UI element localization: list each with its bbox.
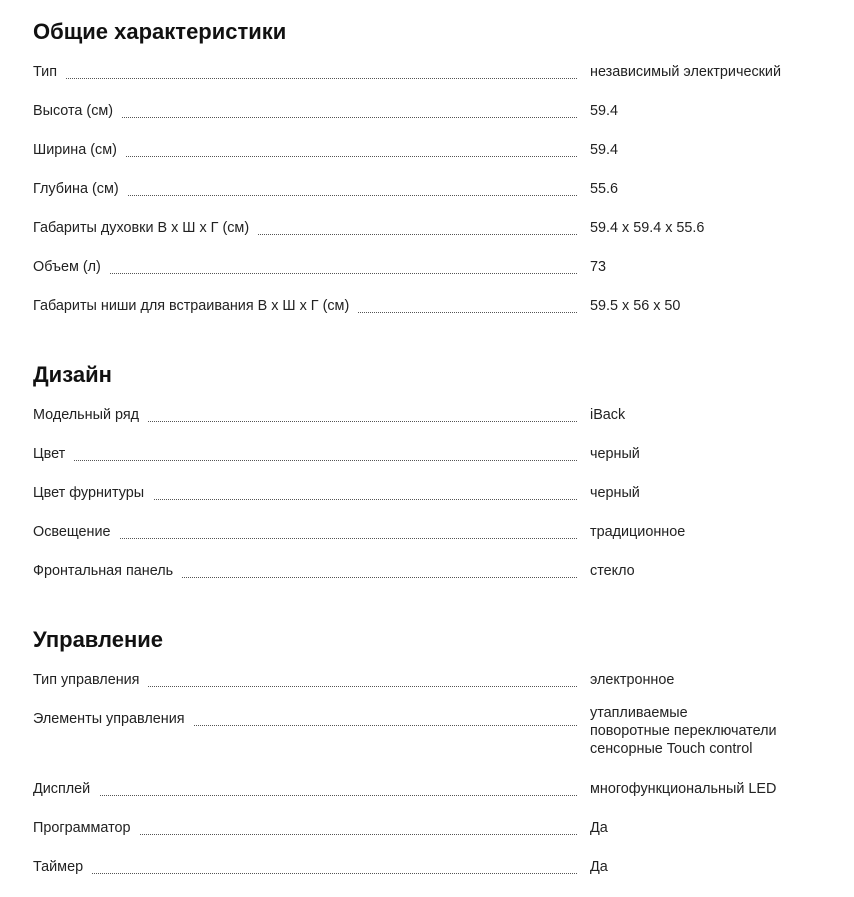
spec-row-width [33, 141, 823, 161]
spec-row-model-line [33, 406, 823, 426]
spec-value-line: утапливаемые [590, 705, 688, 721]
spec-value: стекло [590, 563, 635, 579]
section-title-general: Общие характеристики [33, 19, 287, 44]
spec-row-oven-dimensions [33, 219, 823, 239]
spec-row-programmer [33, 819, 823, 839]
spec-value: Да [590, 859, 608, 875]
spec-label: Таймер [33, 858, 92, 876]
spec-value-line: поворотные переключатели [590, 723, 777, 739]
spec-label: Дисплей [33, 780, 99, 798]
spec-row-front-panel [33, 562, 823, 582]
spec-row-display [33, 780, 823, 800]
spec-label: Фронтальная панель [33, 562, 182, 580]
spec-value: черный [590, 485, 640, 501]
section-title-design: Дизайн [33, 362, 112, 387]
spec-value: iBack [590, 407, 626, 423]
spec-value: Да [590, 820, 608, 836]
spec-label: Тип [33, 63, 66, 81]
spec-label: Габариты ниши для встраивания В х Ш х Г (см) [33, 297, 358, 315]
spec-value-line: сенсорные Touch control [590, 741, 753, 757]
spec-label: Объем (л) [33, 258, 110, 276]
spec-row-color [33, 445, 823, 465]
spec-row-volume [33, 258, 823, 278]
spec-value: 59.4 [590, 142, 619, 158]
spec-row-height [33, 102, 823, 122]
spec-label: Цвет [33, 445, 74, 463]
spec-label: Ширина (см) [33, 141, 126, 159]
spec-row-fittings-color [33, 484, 823, 504]
spec-row-niche-dimensions [33, 297, 823, 317]
spec-value: 59.5 х 56 х 50 [590, 298, 681, 314]
spec-label: Освещение [33, 523, 120, 541]
spec-label: Цвет фурнитуры [33, 484, 153, 502]
dotted-leader [33, 78, 577, 79]
dotted-leader [33, 460, 577, 461]
spec-label: Программатор [33, 819, 140, 837]
spec-row-lighting [33, 523, 823, 543]
spec-value: электронное [590, 672, 675, 688]
spec-row-type [33, 63, 823, 83]
spec-value: черный [590, 446, 640, 462]
spec-value-multiline [590, 704, 820, 758]
dotted-leader [33, 273, 577, 274]
spec-label: Элементы управления [33, 710, 194, 728]
dotted-leader [33, 873, 577, 874]
spec-label: Модельный ряд [33, 406, 148, 424]
section-title-controls: Управление [33, 627, 164, 652]
spec-label: Габариты духовки В х Ш х Г (см) [33, 219, 258, 237]
spec-label: Глубина (см) [33, 180, 128, 198]
spec-row-depth [33, 180, 823, 200]
spec-value: 55.6 [590, 181, 619, 197]
spec-value: многофункциональный LED [590, 781, 777, 797]
spec-row-control-elements [33, 705, 823, 757]
spec-row-timer [33, 858, 823, 878]
spec-value: независимый электрический [590, 64, 782, 80]
spec-row-control-type [33, 671, 823, 691]
spec-label: Тип управления [33, 671, 148, 689]
spec-value: 59.4 х 59.4 х 55.6 [590, 220, 705, 236]
spec-value: 73 [590, 259, 607, 275]
dotted-leader [33, 795, 577, 796]
spec-value: традиционное [590, 524, 686, 540]
spec-label: Высота (см) [33, 102, 122, 120]
spec-value: 59.4 [590, 103, 619, 119]
